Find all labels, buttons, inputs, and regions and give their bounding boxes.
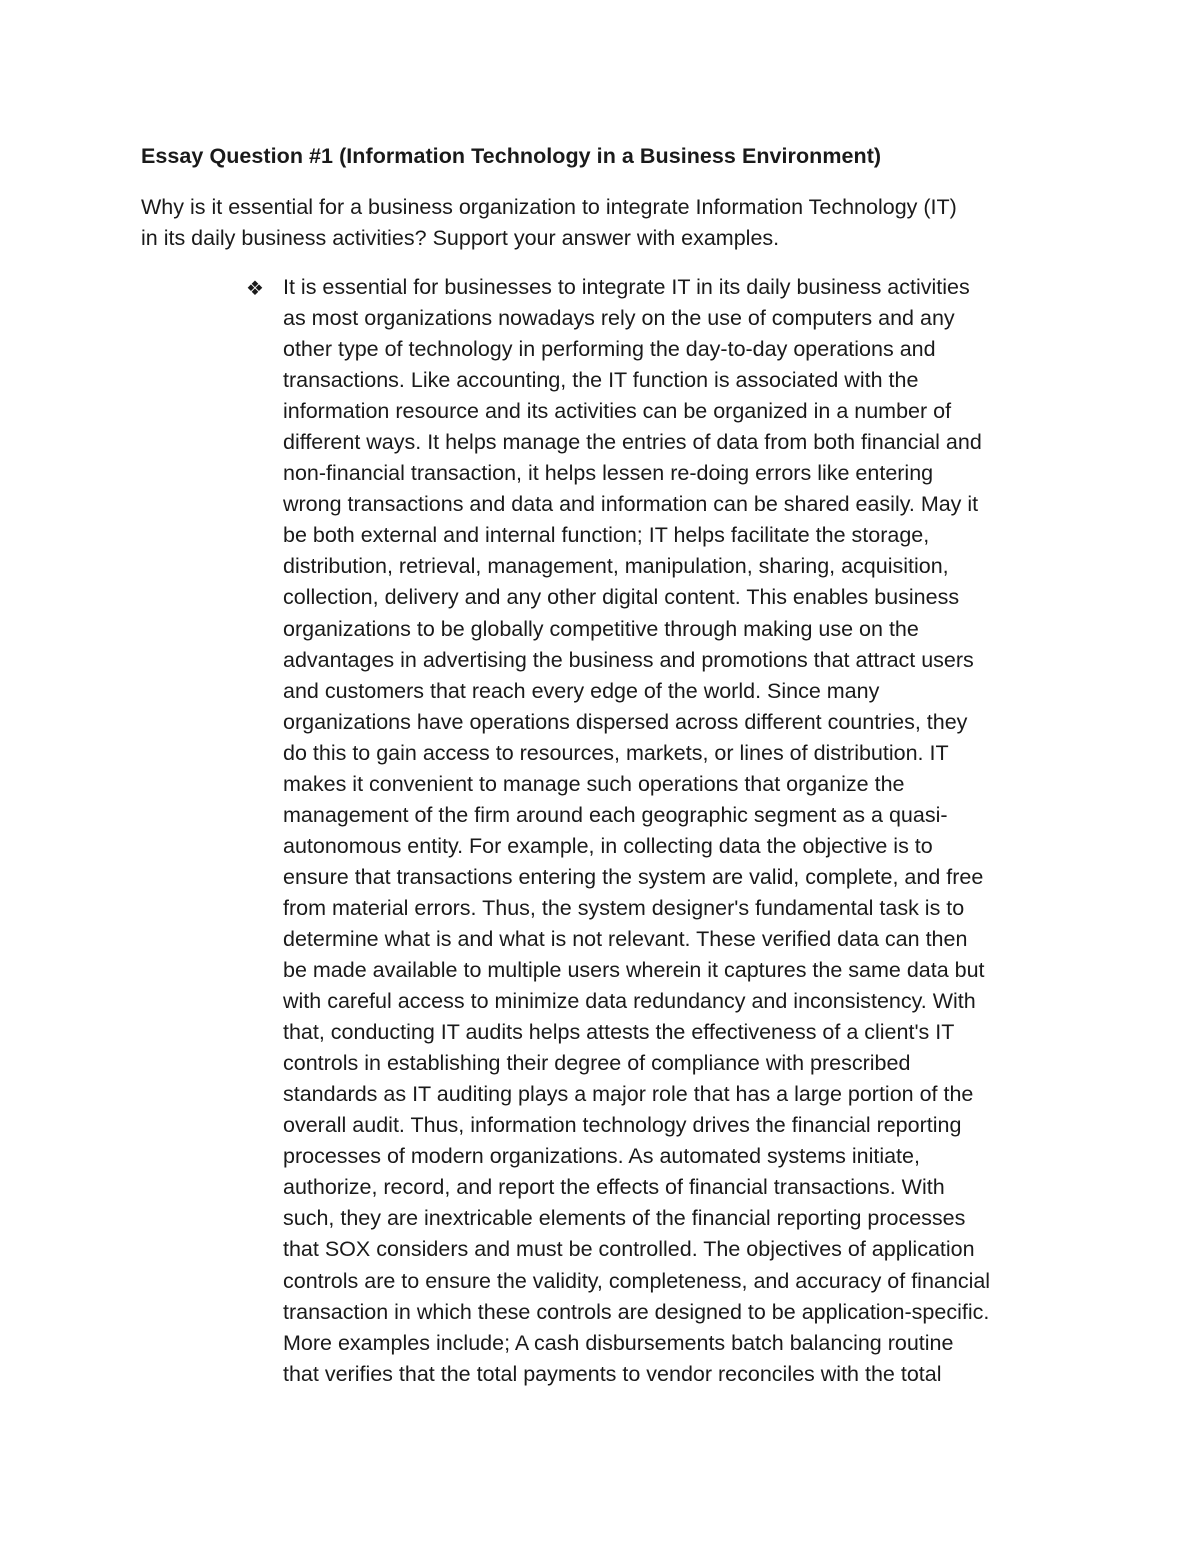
answer-line: distribution, retrieval, management, manipulation, sharing, acquisition, <box>283 554 949 579</box>
answer-line: management of the firm around each geographic segment as a quasi- <box>283 802 948 827</box>
answer-line: from material errors. Thus, the system designer's fundamental task is to <box>283 895 965 920</box>
answer-line: that, conducting IT audits helps attests the effectiveness of a client's IT <box>283 1020 955 1045</box>
answer-line: ensure that transactions entering the system are valid, complete, and free <box>283 864 984 889</box>
answer-line: It is essential for businesses to integrate IT in its daily business activities <box>283 275 970 299</box>
answer-line: as most organizations nowadays rely on the use of computers and any <box>283 306 955 331</box>
answer-line: and customers that reach every edge of the world. Since many <box>283 678 880 703</box>
four-diamond-bullet-icon: ❖ <box>246 276 264 300</box>
answer-paragraph <box>283 272 1073 1390</box>
answer-line: be made available to multiple users wherein it captures the same data but <box>283 958 985 983</box>
question-line: in its daily business activities? Support your answer with examples. <box>141 226 780 250</box>
answer-line: advantages in advertising the business and promotions that attract users <box>283 647 974 672</box>
answer-line: makes it convenient to manage such operations that organize the <box>283 771 905 796</box>
answer-line: standards as IT auditing plays a major role that has a large portion of the <box>283 1082 974 1107</box>
answer-line: organizations have operations dispersed across different countries, they <box>283 709 968 734</box>
answer-line: information resource and its activities can be organized in a number of <box>283 399 952 424</box>
answer-line: overall audit. Thus, information technology drives the financial reporting <box>283 1113 962 1138</box>
answer-line: that verifies that the total payments to vendor reconciles with the total <box>283 1361 942 1386</box>
answer-line: such, they are inextricable elements of the financial reporting processes <box>283 1206 966 1231</box>
essay-title: Essay Question #1 (Information Technology in a Business Environment) <box>141 144 882 168</box>
answer-line: non-financial transaction, it helps lessen re-doing errors like entering <box>283 461 934 486</box>
answer-line: do this to gain access to resources, markets, or lines of distribution. IT <box>283 740 949 765</box>
answer-line: controls in establishing their degree of compliance with prescribed <box>283 1051 911 1076</box>
essay-question <box>141 192 1071 254</box>
question-line: Why is it essential for a business organization to integrate Information Technology (IT) <box>141 195 957 219</box>
answer-line: different ways. It helps manage the entries of data from both financial and <box>283 430 982 455</box>
answer-line: authorize, record, and report the effects of financial transactions. With <box>283 1175 945 1200</box>
answer-line: transactions. Like accounting, the IT function is associated with the <box>283 368 919 393</box>
answer-line: transaction in which these controls are designed to be application-specific. <box>283 1299 990 1324</box>
answer-line: processes of modern organizations. As automated systems initiate, <box>283 1144 920 1169</box>
answer-line: collection, delivery and any other digital content. This enables business <box>283 585 960 610</box>
answer-line: controls are to ensure the validity, completeness, and accuracy of financial <box>283 1268 991 1293</box>
answer-line: with careful access to minimize data redundancy and inconsistency. With <box>283 989 976 1014</box>
answer-line: other type of technology in performing the day-to-day operations and <box>283 337 936 362</box>
answer-line: be both external and internal function; IT helps facilitate the storage, <box>283 523 930 548</box>
answer-line: autonomous entity. For example, in collecting data the objective is to <box>283 833 933 858</box>
answer-line: wrong transactions and data and information can be shared easily. May it <box>283 492 979 517</box>
answer-line: organizations to be globally competitive through making use on the <box>283 616 919 641</box>
answer-line: that SOX considers and must be controlled. The objectives of application <box>283 1237 975 1262</box>
answer-line: determine what is and what is not relevant. These verified data can then <box>283 926 968 951</box>
answer-line: More examples include; A cash disbursements batch balancing routine <box>283 1330 954 1355</box>
